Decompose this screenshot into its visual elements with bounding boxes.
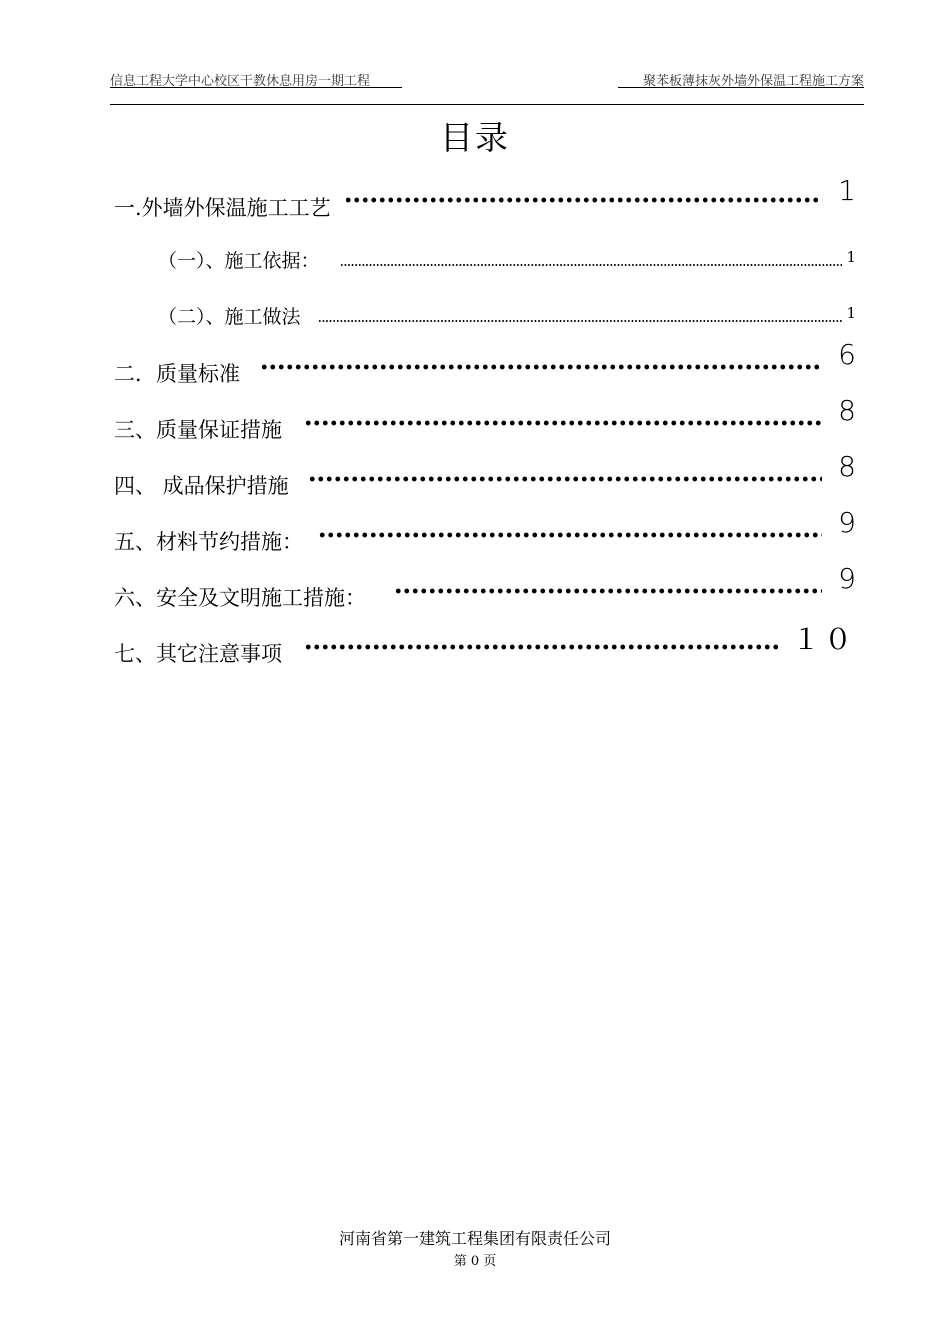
toc-entry-label: 六、安全及文明施工措施： <box>114 586 366 610</box>
toc-entry-page: 9 <box>838 506 856 539</box>
toc-leader-dots <box>344 193 822 207</box>
toc-entry-7[interactable] <box>114 624 856 664</box>
toc-entry-label: 二．质量标准 <box>114 362 240 386</box>
page-header <box>110 70 864 88</box>
footer-company-name: 河南省第一建筑工程集团有限责任公司 <box>338 1229 611 1248</box>
toc-entry-page: 1 <box>846 304 856 322</box>
toc-entry-4[interactable] <box>114 450 856 498</box>
footer-page-number: 第 0 页 <box>453 1254 497 1269</box>
toc-entry-1-1[interactable] <box>114 246 856 286</box>
toc-entry-label: 四、 成品保护措施 <box>114 474 289 498</box>
toc-entry-1[interactable] <box>114 174 856 220</box>
toc-leader-dots <box>394 584 822 598</box>
toc-entry-2[interactable] <box>114 338 856 386</box>
toc-entry-page: 6 <box>838 338 856 371</box>
toc-entry-label: 五、材料节约措施： <box>114 530 303 554</box>
toc-leader-dots <box>304 640 782 654</box>
toc-entry-6[interactable] <box>114 562 856 610</box>
toc-leader-dots <box>260 360 822 374</box>
toc-title: 目录 <box>440 118 510 157</box>
toc-entry-page: 9 <box>838 562 856 595</box>
header-project-name: 信息工程大学中心校区干教休息用房一期工程 <box>110 74 371 89</box>
toc-leader-dots <box>318 528 822 542</box>
toc-entry-label: （一）、施工依据： <box>158 250 320 272</box>
toc-entry-page: １０ <box>791 623 856 656</box>
toc-entry-1-2[interactable] <box>114 302 856 342</box>
toc-entry-label: 三、质量保证措施 <box>114 418 282 442</box>
toc-entry-label: （二）、施工做法 <box>158 306 301 328</box>
toc-leader-dots <box>340 262 842 268</box>
toc-entry-5[interactable] <box>114 506 856 554</box>
toc-entry-page: 8 <box>838 394 856 427</box>
header-divider <box>110 104 864 105</box>
header-document-title: 聚苯板薄抹灰外墙外保温工程施工方案 <box>642 74 864 89</box>
toc-entry-label: 一.外墙外保温施工工艺 <box>114 196 331 220</box>
toc-entry-page: 8 <box>838 450 856 483</box>
toc-entry-label: 七、其它注意事项 <box>114 642 282 666</box>
toc-entry-page: 1 <box>838 174 856 207</box>
toc-entry-3[interactable] <box>114 394 856 442</box>
header-right-underline <box>618 87 864 88</box>
header-left-underline <box>110 87 402 88</box>
toc-leader-dots <box>318 318 842 324</box>
toc-entry-page: 1 <box>846 248 856 266</box>
toc-leader-dots <box>308 472 822 486</box>
toc-leader-dots <box>304 416 822 430</box>
